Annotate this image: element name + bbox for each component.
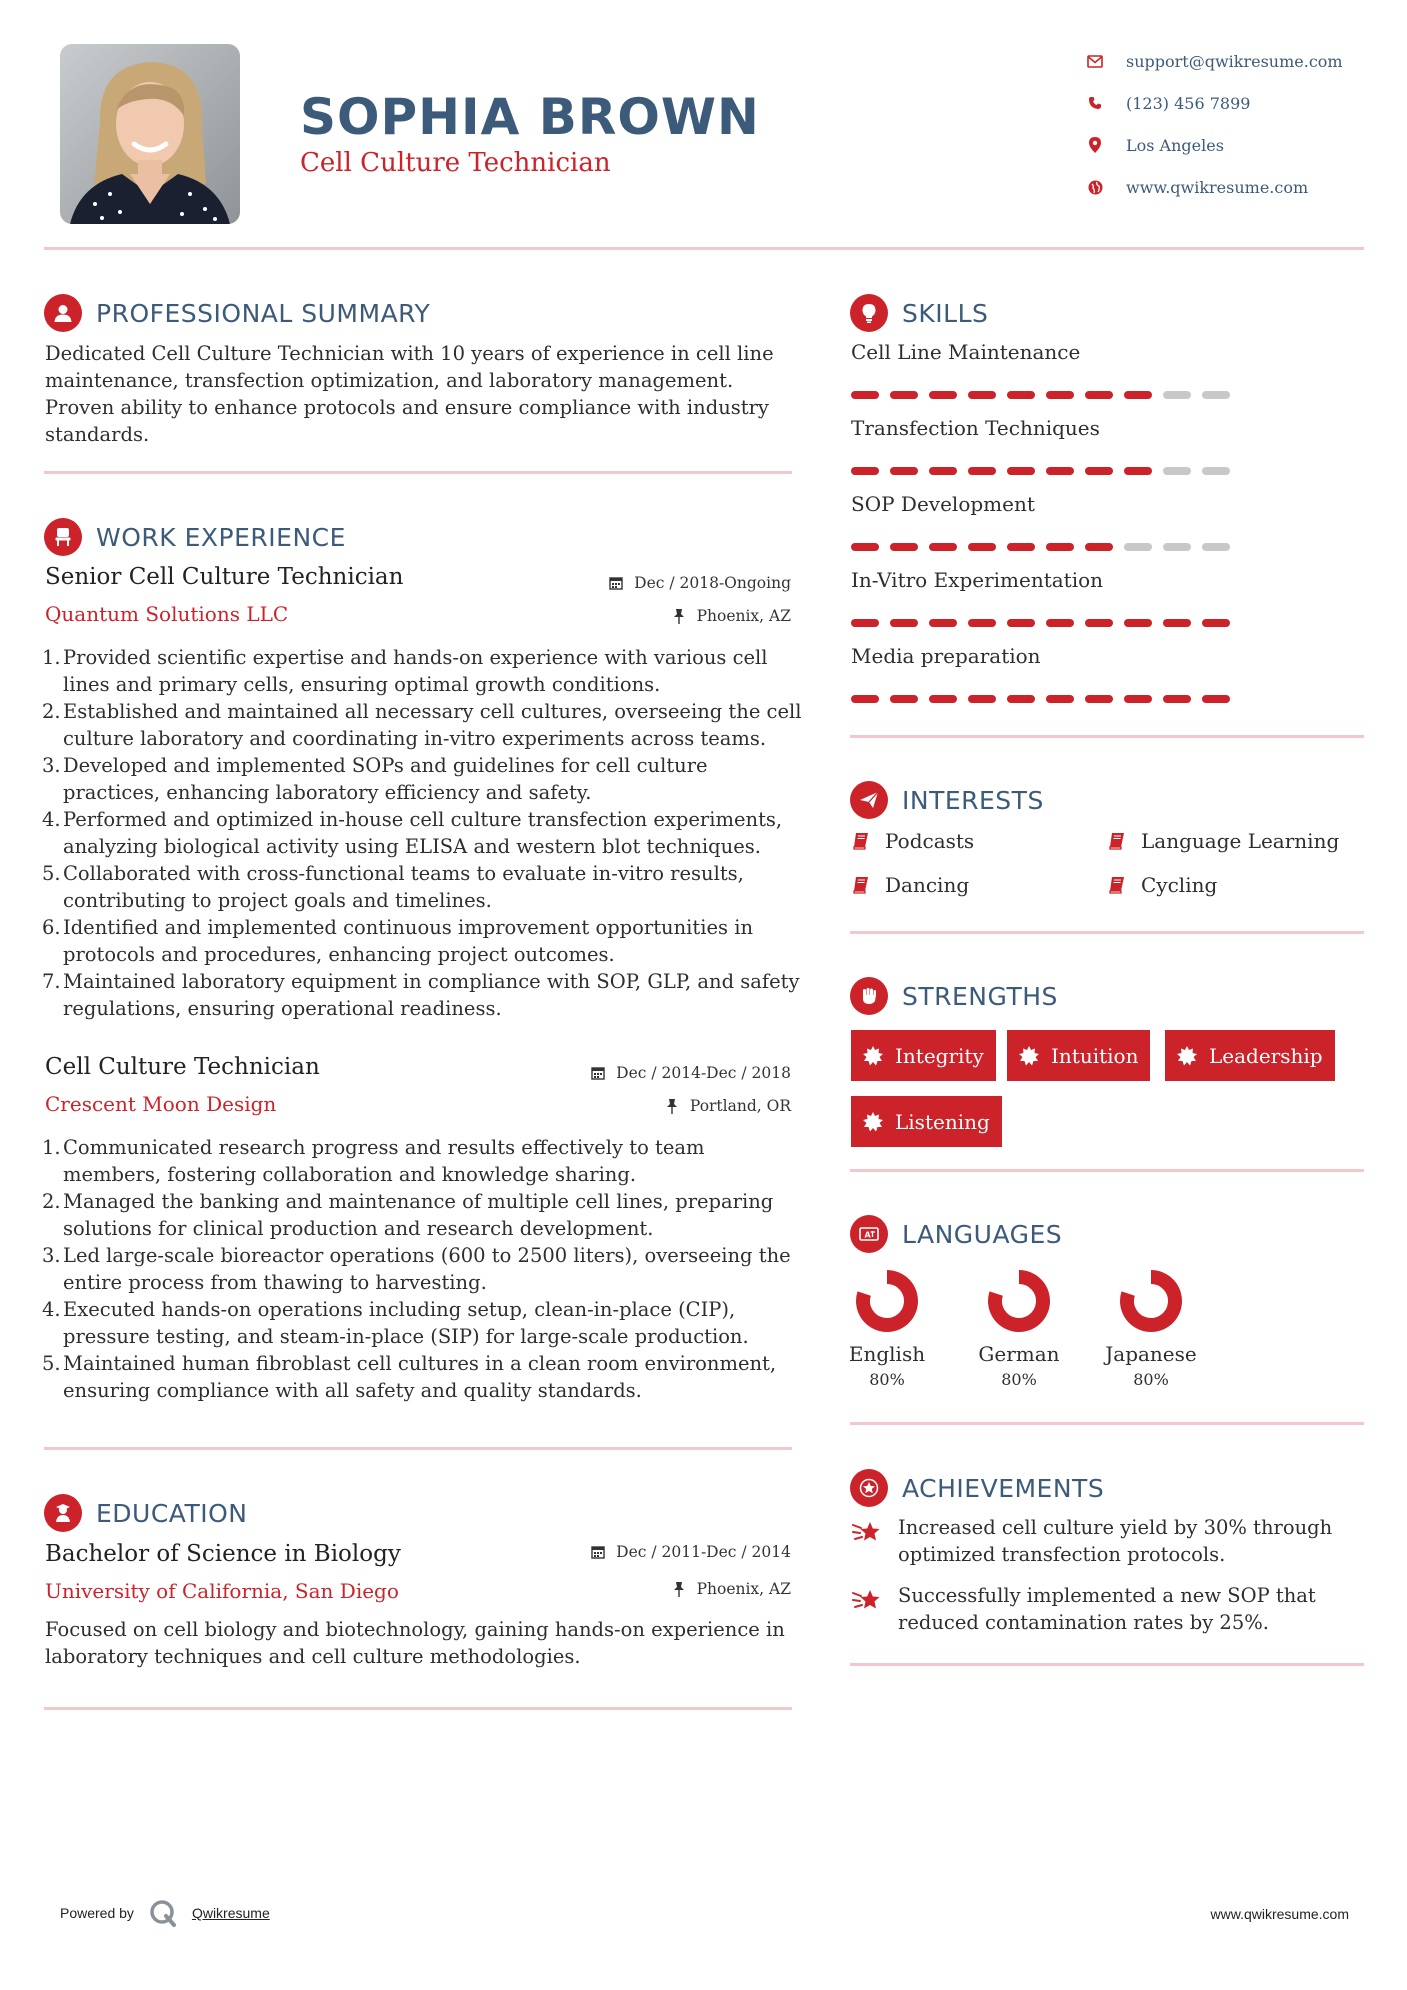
contact-location-text: Los Angeles	[1126, 135, 1224, 155]
language-name: English	[848, 1342, 926, 1366]
list-item: 4. Executed hands-on operations including setup, clean-in-place (CIP), pressure testing, and steam-in-place (SIP) for large-scale production.	[42, 1298, 749, 1348]
education-location-text: Phoenix, AZ	[696, 1580, 791, 1598]
list-item: 3. Led large-scale bioreactor operations (600 to 2500 liters), overseeing the entire process from thawing to harvesting.	[42, 1244, 791, 1294]
skill-segment	[851, 619, 879, 627]
interests-heading	[850, 781, 1044, 819]
chair-icon	[44, 518, 82, 556]
footer-branding	[60, 1898, 270, 1928]
job-2-dates-text: Dec / 2014-Dec / 2018	[616, 1064, 791, 1082]
strengths-title: STRENGTHS	[902, 981, 1058, 1011]
star-badge-icon	[850, 1469, 888, 1507]
skill-segment	[968, 695, 996, 703]
achievements-divider	[850, 1663, 1364, 1666]
skill-bar	[851, 391, 1241, 399]
paper-plane-icon	[850, 781, 888, 819]
skill-segment	[1163, 695, 1191, 703]
skill-segment	[968, 543, 996, 551]
achievements-title: ACHIEVEMENTS	[902, 1473, 1105, 1503]
achievement-text: Increased cell culture yield by 30% through optimized transfection protocols.	[898, 1516, 1333, 1566]
education-description: Focused on cell biology and biotechnology, gaining hands-on experience in laboratory techniques and cell culture methodologies.	[45, 1618, 785, 1668]
calendar-icon	[590, 1065, 606, 1081]
skill-segment	[851, 543, 879, 551]
skill-segment	[1046, 695, 1074, 703]
language-name: Japanese	[1105, 1342, 1197, 1366]
badge-burst-icon	[863, 1112, 883, 1132]
job-2-bullets	[42, 1134, 802, 1404]
book-icon	[851, 831, 871, 851]
skill-segment	[851, 695, 879, 703]
contact-email-text: support@qwikresume.com	[1126, 51, 1343, 71]
skill-segment	[1202, 619, 1230, 627]
skill-segment	[851, 467, 879, 475]
skill-segment	[1163, 391, 1191, 399]
fist-icon	[850, 977, 888, 1015]
skill-segment	[968, 391, 996, 399]
interests-title: INTERESTS	[902, 785, 1044, 815]
job-1-bullets	[42, 644, 802, 1022]
skill-segment	[1085, 543, 1113, 551]
skill-segment	[1124, 619, 1152, 627]
svg-text:A: A	[864, 1230, 871, 1240]
contact-phone-text: (123) 456 7899	[1126, 93, 1251, 113]
job-1-company: Quantum Solutions LLC	[45, 602, 289, 626]
skill-bar	[851, 543, 1241, 551]
education-location	[671, 1580, 791, 1598]
book-icon	[1107, 875, 1127, 895]
skill-segment	[1085, 391, 1113, 399]
contact-info	[1086, 40, 1386, 208]
skill-segment	[890, 619, 918, 627]
skill-segment	[968, 467, 996, 475]
achievement-text: Successfully implemented a new SOP that reduced contamination rates by 25%.	[898, 1584, 1316, 1634]
skill-segment	[890, 543, 918, 551]
skill-segment	[1046, 391, 1074, 399]
user-icon	[44, 294, 82, 332]
list-item: 1. Provided scientific expertise and hands-on experience with various cell lines and primary cells, ensuring optimal growth conditions.	[42, 646, 768, 696]
powered-by-text: Powered by	[60, 1905, 134, 1921]
skill-segment	[851, 391, 879, 399]
strength-badge: Listening	[851, 1096, 1002, 1147]
strengths-heading	[850, 977, 1058, 1015]
skill-bar	[851, 467, 1241, 475]
shooting-star-icon	[851, 1516, 883, 1548]
globe-icon	[1086, 178, 1104, 196]
achievement-item	[851, 1514, 1351, 1568]
language-item	[959, 1268, 1079, 1389]
contact-website[interactable]	[1086, 166, 1386, 208]
skill-segment	[1007, 619, 1035, 627]
experience-title: WORK EXPERIENCE	[96, 522, 346, 552]
achievements-heading	[850, 1469, 1104, 1507]
skill-name: Transfection Techniques	[851, 416, 1100, 440]
shooting-star-icon	[851, 1584, 883, 1616]
list-item: 2. Managed the banking and maintenance of multiple cell lines, preparing solutions for clinical production and research development.	[42, 1190, 774, 1240]
experience-divider	[44, 1447, 792, 1450]
languages-divider	[850, 1422, 1364, 1425]
education-dates	[590, 1543, 791, 1561]
list-item: 7. Maintained laboratory equipment in compliance with SOP, GLP, and safety regulations, ensuring operational readiness.	[42, 970, 800, 1020]
language-percent: 80%	[1133, 1370, 1169, 1389]
profile-photo	[60, 44, 240, 224]
skill-segment	[1202, 467, 1230, 475]
location-pin-icon	[1086, 136, 1104, 154]
job-2-dates	[590, 1064, 791, 1082]
strengths-divider	[850, 1169, 1364, 1172]
list-item: 3. Developed and implemented SOPs and guidelines for cell culture practices, enhancing laboratory efficiency and safety.	[42, 754, 708, 804]
job-1-title: Senior Cell Culture Technician	[45, 564, 404, 590]
translate-icon	[850, 1215, 888, 1253]
education-heading	[44, 1494, 248, 1532]
list-item: 6. Identified and implemented continuous improvement opportunities in protocols and procedures, enhancing project outcomes.	[42, 916, 754, 966]
education-school: University of California, San Diego	[45, 1579, 399, 1603]
skill-segment	[929, 619, 957, 627]
calendar-icon	[590, 1544, 606, 1560]
summary-divider	[44, 471, 792, 474]
skill-segment	[968, 619, 996, 627]
summary-text: Dedicated Cell Culture Technician with 10 years of experience in cell line maintenance, transfection optimization, and laboratory management. Proven ability to enhance protocols and ensure compliance with industry standards.	[45, 342, 774, 446]
interests-divider	[850, 931, 1364, 934]
skill-name: Media preparation	[851, 644, 1041, 668]
job-2-location-text: Portland, OR	[689, 1097, 791, 1115]
contact-email[interactable]	[1086, 40, 1386, 82]
skill-segment	[1202, 543, 1230, 551]
job-1-dates-text: Dec / 2018-Ongoing	[634, 574, 791, 592]
job-2-location	[664, 1097, 791, 1115]
skill-segment	[929, 391, 957, 399]
candidate-title: Cell Culture Technician	[300, 148, 611, 178]
skill-segment	[1007, 695, 1035, 703]
skill-segment	[1202, 391, 1230, 399]
phone-icon	[1086, 94, 1104, 112]
summary-heading	[44, 294, 430, 332]
education-divider	[44, 1707, 792, 1710]
skill-segment	[1085, 619, 1113, 627]
footer-website[interactable]: www.qwikresume.com	[1210, 1906, 1349, 1922]
language-percent: 80%	[869, 1370, 905, 1389]
education-dates-text: Dec / 2011-Dec / 2014	[616, 1543, 791, 1561]
job-1-location	[671, 607, 791, 625]
skill-bar	[851, 695, 1241, 703]
contact-location	[1086, 124, 1386, 166]
list-item: 5. Maintained human fibroblast cell cultures in a clean room environment, ensuring compliance with all safety and quality standards.	[42, 1352, 777, 1402]
book-icon	[1107, 831, 1127, 851]
language-progress-ring	[986, 1268, 1052, 1334]
badge-burst-icon	[1177, 1046, 1197, 1066]
skill-segment	[1163, 467, 1191, 475]
interest-item: Dancing	[851, 873, 969, 897]
skill-segment	[890, 695, 918, 703]
summary-title: PROFESSIONAL SUMMARY	[96, 298, 431, 328]
job-2-title: Cell Culture Technician	[45, 1054, 320, 1080]
pushpin-icon	[671, 1581, 687, 1597]
language-name: German	[978, 1342, 1060, 1366]
skills-heading	[850, 294, 988, 332]
languages-title: LANGUAGES	[902, 1219, 1063, 1249]
job-1-dates	[608, 574, 791, 592]
skill-bar	[851, 619, 1241, 627]
languages-heading	[850, 1215, 1062, 1253]
skill-segment	[1124, 543, 1152, 551]
skill-segment	[1163, 543, 1191, 551]
badge-burst-icon	[1019, 1046, 1039, 1066]
qwikresume-link[interactable]: Qwikresume	[191, 1905, 270, 1921]
interest-item: Cycling	[1107, 873, 1217, 897]
language-item	[827, 1268, 947, 1389]
calendar-icon	[608, 575, 624, 591]
achievement-item	[851, 1582, 1351, 1636]
envelope-icon	[1086, 52, 1104, 70]
list-item: 4. Performed and optimized in-house cell culture transfection experiments, analyzing biological activity using ELISA and western blot techniques.	[42, 808, 783, 858]
book-icon	[851, 875, 871, 895]
graduation-cap-icon	[44, 1494, 82, 1532]
interest-item: Language Learning	[1107, 829, 1339, 853]
lightbulb-icon	[850, 294, 888, 332]
list-item: 2. Established and maintained all necessary cell cultures, overseeing the cell culture laboratory and coordinating in-vitro experiments across teams.	[42, 700, 802, 750]
qwikresume-logo-icon	[148, 1898, 178, 1928]
badge-burst-icon	[863, 1046, 883, 1066]
education-title: EDUCATION	[96, 1498, 248, 1528]
skill-segment	[929, 543, 957, 551]
skill-segment	[1163, 619, 1191, 627]
skill-segment	[1046, 467, 1074, 475]
list-item: 5. Collaborated with cross-functional teams to evaluate in-vitro results, contributing to project goals and timelines.	[42, 862, 744, 912]
strength-badge: Intuition	[1007, 1030, 1150, 1081]
skill-segment	[1007, 543, 1035, 551]
interest-item: Podcasts	[851, 829, 974, 853]
candidate-name: SOPHIA BROWN	[300, 88, 760, 146]
job-1-location-text: Phoenix, AZ	[696, 607, 791, 625]
contact-phone[interactable]	[1086, 82, 1386, 124]
job-2-company: Crescent Moon Design	[45, 1092, 277, 1116]
skill-segment	[1085, 467, 1113, 475]
skill-segment	[929, 467, 957, 475]
skill-segment	[1085, 695, 1113, 703]
skill-segment	[1124, 391, 1152, 399]
list-item: 1. Communicated research progress and results effectively to team members, fostering collaboration and knowledge sharing.	[42, 1136, 705, 1186]
skill-name: In-Vitro Experimentation	[851, 568, 1104, 592]
language-item	[1091, 1268, 1211, 1389]
language-percent: 80%	[1001, 1370, 1037, 1389]
skill-segment	[1007, 391, 1035, 399]
skill-name: SOP Development	[851, 492, 1035, 516]
skill-segment	[1202, 695, 1230, 703]
skill-segment	[1124, 695, 1152, 703]
skills-divider	[850, 735, 1364, 738]
contact-website-text: www.qwikresume.com	[1126, 177, 1309, 197]
header-divider	[44, 247, 1364, 250]
skill-name: Cell Line Maintenance	[851, 340, 1081, 364]
language-progress-ring	[1118, 1268, 1184, 1334]
skill-segment	[890, 467, 918, 475]
strength-badge: Integrity	[851, 1030, 996, 1081]
education-degree: Bachelor of Science in Biology	[45, 1541, 401, 1567]
skill-segment	[1124, 467, 1152, 475]
skill-segment	[1046, 619, 1074, 627]
pushpin-icon	[664, 1098, 680, 1114]
strength-badge: Leadership	[1165, 1030, 1335, 1081]
skill-segment	[1046, 543, 1074, 551]
pushpin-icon	[671, 608, 687, 624]
skills-title: SKILLS	[902, 298, 989, 328]
skill-segment	[1007, 467, 1035, 475]
skill-segment	[929, 695, 957, 703]
skill-segment	[890, 391, 918, 399]
experience-heading	[44, 518, 346, 556]
language-progress-ring	[854, 1268, 920, 1334]
